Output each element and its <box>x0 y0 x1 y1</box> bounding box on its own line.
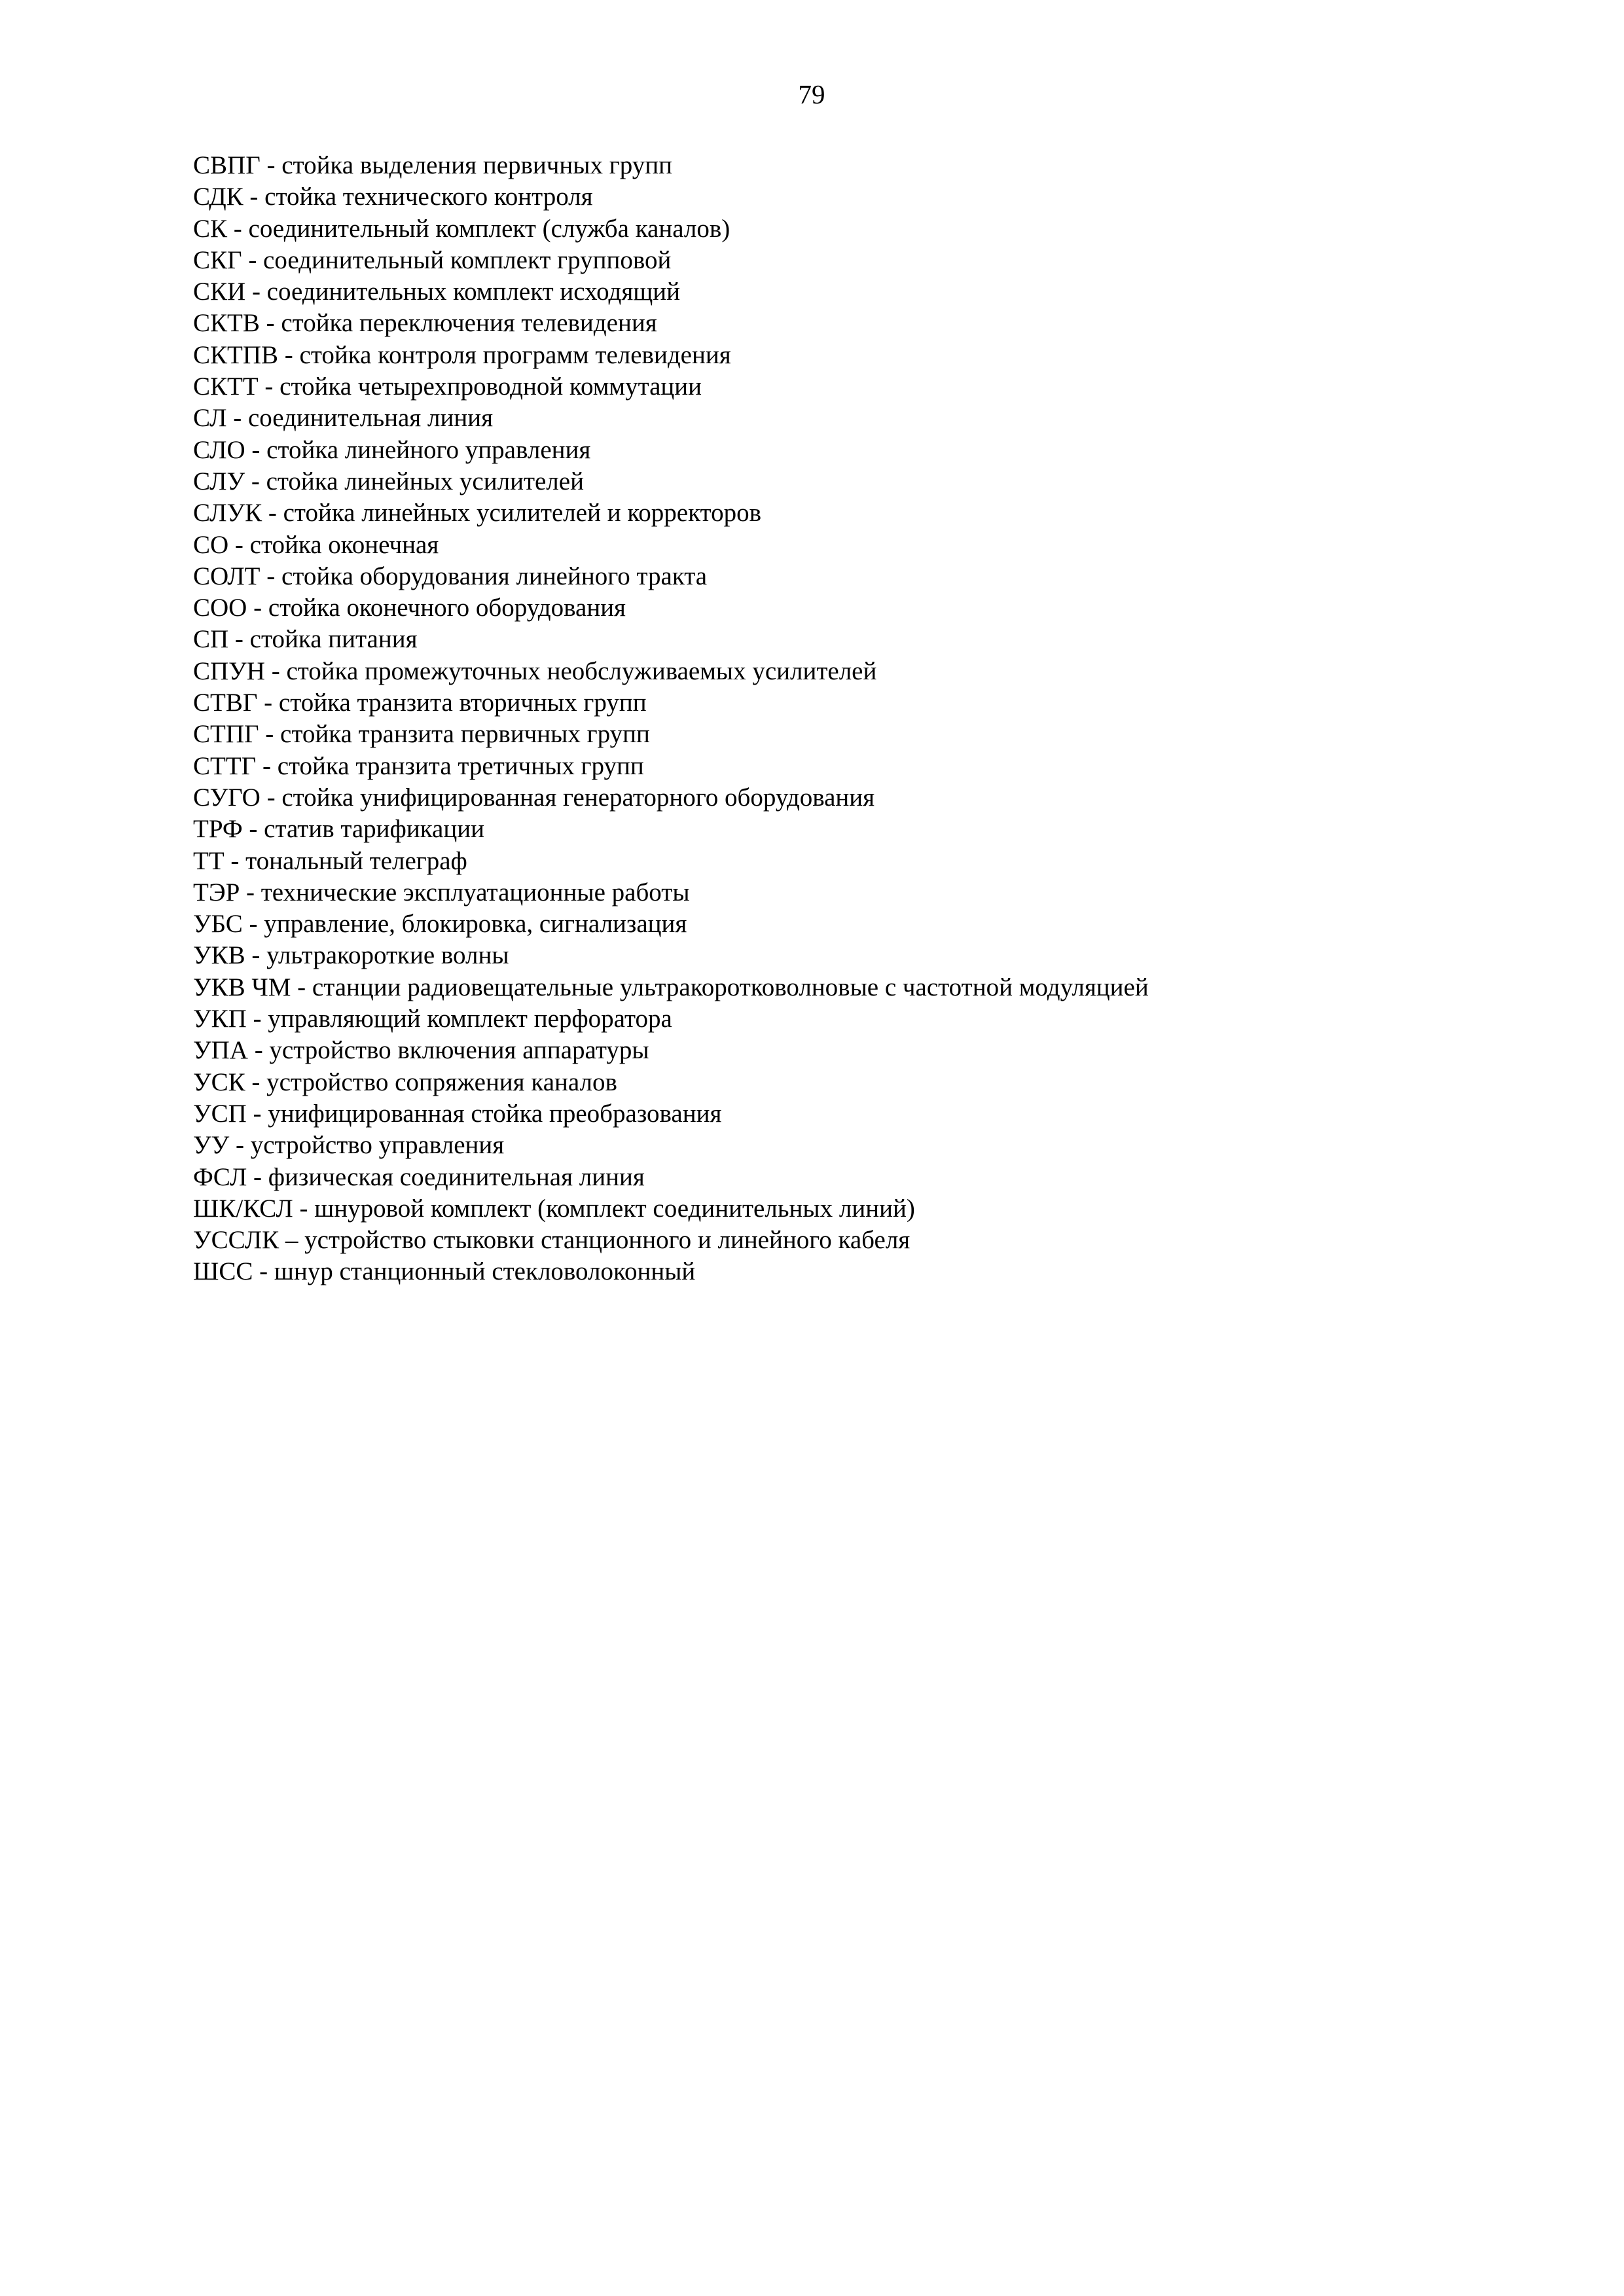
abbreviation-entry: СКИ - соединительных комплект исходящий <box>193 278 681 306</box>
abbreviation-entry: УУ - устройство управления <box>193 1131 505 1160</box>
abbreviation-entry: УКВ - ультракороткие волны <box>193 941 509 970</box>
abbreviation-entry: УБС - управление, блокировка, сигнализация <box>193 910 687 939</box>
abbreviation-entry: СО - стойка оконечная <box>193 530 439 559</box>
abbreviation-entry: СЛ - соединительная линия <box>193 404 494 433</box>
abbreviation-entry: СЛО - стойка линейного управления <box>193 435 591 464</box>
abbreviation-entry: ТТ - тональный телеграф <box>193 846 467 875</box>
abbreviation-entry: УКВ ЧМ - станции радиовещательные ультракоротковолновые с частотной модуляцией <box>193 973 1149 1001</box>
abbreviation-entry: СКТПВ - стойка контроля программ телевидения <box>193 340 731 369</box>
abbreviation-entry: СТВГ - стойка транзита вторичных групп <box>193 689 647 717</box>
abbreviation-entry: СОЛТ - стойка оборудования линейного тракта <box>193 562 708 590</box>
abbreviation-entry: УПА - устройство включения аппаратуры <box>193 1036 649 1065</box>
abbreviation-entry: ШК/КСЛ - шнуровой комплект (комплект соединительных линий) <box>193 1194 915 1223</box>
abbreviation-entry: СК - соединительный комплект (служба каналов) <box>193 214 731 243</box>
abbreviation-entry: УСП - унифицированная стойка преобразования <box>193 1099 722 1128</box>
abbreviation-entry: УССЛК – устройство стыковки станционного и линейного кабеля <box>193 1226 911 1255</box>
abbreviation-entry: СТПГ - стойка транзита первичных групп <box>193 720 650 749</box>
abbreviation-entry: СТТГ - стойка транзита третичных групп <box>193 751 644 780</box>
abbreviation-entry: СЛУ - стойка линейных усилителей <box>193 467 584 495</box>
abbreviation-entry: ТРФ - статив тарификации <box>193 815 484 844</box>
abbreviation-entry: ФСЛ - физическая соединительная линия <box>193 1162 645 1191</box>
abbreviation-entry: СКТВ - стойка переключения телевидения <box>193 309 657 338</box>
abbreviation-entry: УСК - устройство сопряжения каналов <box>193 1067 617 1096</box>
abbreviation-entry: СП - стойка питания <box>193 625 418 654</box>
abbreviation-entry: СОО - стойка оконечного оборудования <box>193 594 626 622</box>
abbreviation-entry: УКП - управляющий комплект перфоратора <box>193 1005 672 1033</box>
abbreviation-entry: ТЭР - технические эксплуатационные работы <box>193 878 690 906</box>
page-number: 79 <box>798 79 825 109</box>
abbreviation-list <box>193 150 1149 1288</box>
abbreviation-entry: СПУН - стойка промежуточных необслуживаемых усилителей <box>193 656 877 685</box>
abbreviation-entry: СКТТ - стойка четырехпроводной коммутации <box>193 372 702 401</box>
abbreviation-entry: СВПГ - стойка выделения первичных групп <box>193 151 672 179</box>
abbreviation-entry: СЛУК - стойка линейных усилителей и корректоров <box>193 499 761 528</box>
abbreviation-entry: ШСС - шнур станционный стекловолоконный <box>193 1257 696 1286</box>
abbreviation-entry: СКГ - соединительный комплект групповой <box>193 245 672 274</box>
abbreviation-entry: СУГО - стойка унифицированная генераторного оборудования <box>193 783 875 812</box>
abbreviation-entry: СДК - стойка технического контроля <box>193 183 593 211</box>
